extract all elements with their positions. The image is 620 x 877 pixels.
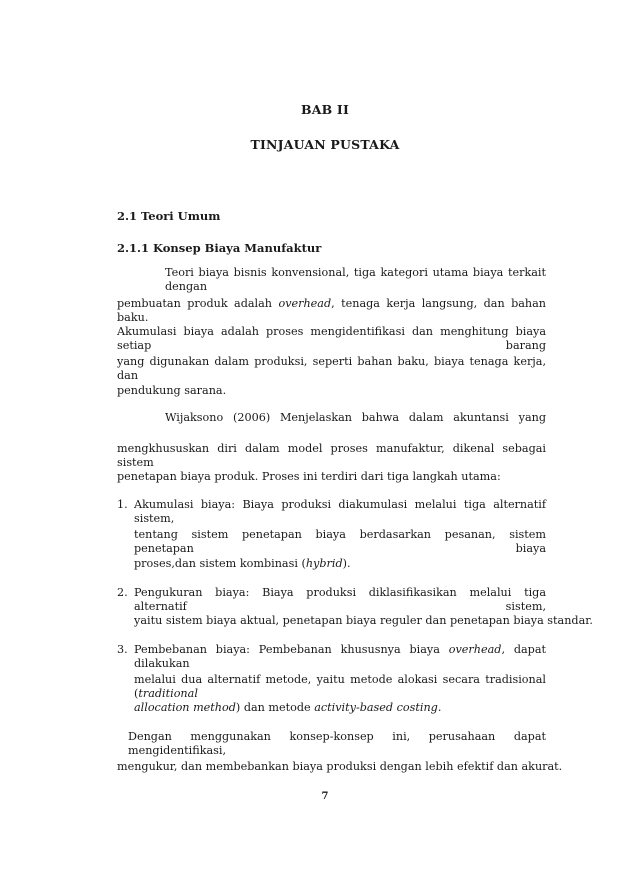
list-item-1-line-3: proses,dan sistem kombinasi (hybrid). <box>134 557 351 570</box>
list-item-2-line-1: Pengukuran biaya: Biaya produksi diklasifikasikan melalui tiga alternatif sistem, <box>134 586 546 613</box>
paragraph-3-line-2: mengukur, dan membebankan biaya produksi dengan lebih efektif dan akurat. <box>117 760 563 773</box>
paragraph-1-line-2: pembuatan produk adalah overhead, tenaga kerja langsung, dan bahan baku. <box>117 297 547 324</box>
paragraph-2-line-3: penetapan biaya produk. Proses ini terdiri dari tiga langkah utama: <box>117 470 501 483</box>
paragraph-1-line-1: Teori biaya bisnis konvensional, tiga kategori utama biaya terkait dengan <box>165 266 546 293</box>
list-item-3-line-1: Pembebanan biaya: Pembebanan khususnya biaya overhead, dapat dilakukan <box>134 643 546 670</box>
list-item-1-line-2: tentang sistem penetapan biaya berdasarkan pesanan, sistem penetapan biaya <box>134 528 546 555</box>
paragraph-1-line-5: pendukung sarana. <box>117 384 227 397</box>
page-number: 7 <box>321 791 329 802</box>
subsection-heading: 2.1.1 Konsep Biaya Manufaktur <box>117 241 322 255</box>
list-number: 2. <box>117 586 128 599</box>
paragraph-1-line-4: yang digunakan dalam produksi, seperti bahan baku, biaya tenaga kerja, dan <box>117 355 546 382</box>
paragraph-1-line-3: Akumulasi biaya adalah proses mengidentifikasi dan menghitung biaya setiap barang <box>117 325 546 352</box>
list-number: 1. <box>117 498 128 511</box>
list-item-3-line-2: melalui dua alternatif metode, yaitu metode alokasi secara tradisional (traditional <box>134 673 546 700</box>
chapter-title: TINJAUAN PUSTAKA <box>250 137 400 152</box>
list-item-1-line-1: Akumulasi biaya: Biaya produksi diakumulasi melalui tiga alternatif sistem, <box>134 498 546 525</box>
paragraph-3-line-1: Dengan menggunakan konsep-konsep ini, perusahaan dapat mengidentifikasi, <box>128 730 546 757</box>
list-item-3-line-3: allocation method) dan metode activity-based costing. <box>134 701 442 714</box>
paragraph-2-line-1: Wijaksono (2006) Menjelaskan bahwa dalam akuntansi yang <box>165 411 546 424</box>
paragraph-2-line-2: mengkhususkan diri dalam model proses manufaktur, dikenal sebagai sistem <box>117 442 546 469</box>
chapter-number: BAB II <box>300 102 350 117</box>
section-heading: 2.1 Teori Umum <box>117 209 221 223</box>
list-number: 3. <box>117 643 128 656</box>
list-item-2-line-2: yaitu sistem biaya aktual, penetapan biaya reguler dan penetapan biaya standar. <box>134 614 593 627</box>
